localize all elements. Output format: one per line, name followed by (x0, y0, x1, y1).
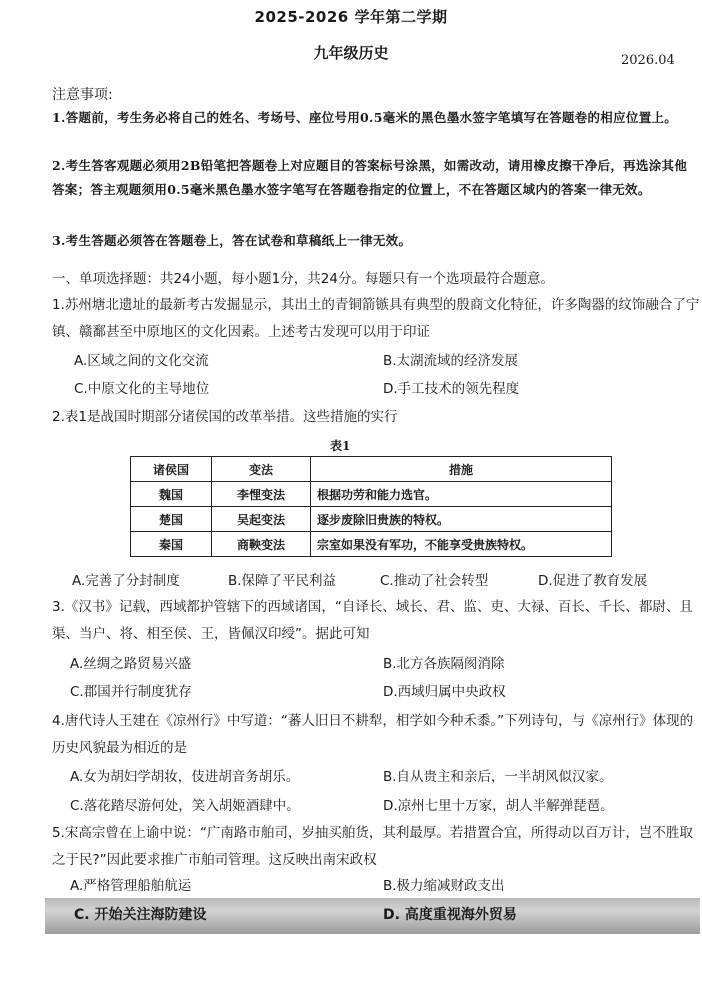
q3-option-d: D.西域归属中央政权 (383, 684, 506, 700)
table-row (131, 532, 612, 557)
notice-item-3: 3.考生答题必须答在答题卷上，答在试卷和草稿纸上一律无效。 (52, 233, 412, 248)
section-heading: 一、单项选择题：共24小题，每小题1分，共24分。每题只有一个选项最符合题意。 (52, 271, 554, 287)
question-1-stem: 1.苏州塘北遗址的最新考古发掘显示，其出土的青铜箭镞具有典型的殷商文化特征，许多陶器的纹饰融合了宁镇、赣鄱甚至中原地区的文化因素。上述考古发现可以用于印证 (52, 297, 700, 340)
q2-option-c: C.推动了社会转型 (380, 573, 489, 589)
q3-option-a: A.丝绸之路贸易兴盛 (70, 656, 192, 672)
school-year-title: 2025-2026 学年第二学期 (254, 8, 448, 26)
table-cell-reform: 吴起变法 (212, 507, 311, 532)
table-header-state: 诸侯国 (131, 457, 212, 482)
notice-item-2: 2.考生答客观题必须用2B铅笔把答题卷上对应题目的答案标号涂黑，如需改动，请用橡皮擦干净后，再选涂其他答案；答主观题须用0.5毫米黑色墨水签字笔写在答题卷指定的位置上，不在答题区域内的答案一律无效。 (52, 158, 688, 197)
q4-option-c: C.落花踏尽游何处，笑入胡姬酒肆中。 (70, 798, 300, 814)
table-cell-measure: 根据功劳和能力选官。 (311, 482, 612, 507)
table-cell-reform: 李悝变法 (212, 482, 311, 507)
question-5-stem: 5.宋高宗曾在上谕中说：“广南路市舶司，岁抽买舶货，其利最厚。若措置合宜，所得动以百万计，岂不胜取之于民?”因此要求推广市舶司管理。这反映出南宋政权 (52, 825, 693, 868)
q5-option-c: C. 开始关注海防建设 (74, 907, 207, 923)
q4-option-d: D.凉州七里十万家，胡人半解弹琵琶。 (383, 798, 614, 814)
table-header-reform: 变法 (212, 457, 311, 482)
table-header-row (131, 457, 612, 482)
table-cell-measure: 宗室如果没有军功，不能享受贵族特权。 (311, 532, 612, 557)
q4-option-a: A.女为胡妇学胡妆，伎进胡音务胡乐。 (70, 769, 300, 785)
notice-item-1: 1.答题前，考生务必将自己的姓名、考场号、座位号用0.5毫米的黑色墨水签字笔填写在答题卷的相应位置上。 (52, 110, 678, 125)
table-cell-measure: 逐步废除旧贵族的特权。 (311, 507, 612, 532)
table-row (131, 482, 612, 507)
q2-option-a: A.完善了分封制度 (72, 573, 180, 589)
q2-option-d: D.促进了教育发展 (538, 573, 648, 589)
subject-title: 九年级历史 (313, 44, 389, 62)
q1-option-c: C.中原文化的主导地位 (74, 381, 210, 397)
q3-option-c: C.郡国并行制度犹存 (70, 684, 192, 700)
q1-option-b: B.太湖流域的经济发展 (383, 353, 519, 369)
q2-option-b: B.保障了平民利益 (228, 573, 337, 589)
question-4-stem: 4.唐代诗人王建在《凉州行》中写道：“蕃人旧日不耕犁，相学如今种禾黍。”下列诗句，与《凉州行》体现的历史风貌最为相近的是 (52, 713, 694, 756)
q5-option-d: D. 高度重视海外贸易 (383, 907, 517, 923)
table-cell-reform: 商鞅变法 (212, 532, 311, 557)
table-cell-state: 魏国 (131, 482, 212, 507)
q5-option-b: B.极力缩减财政支出 (383, 878, 505, 894)
reform-table (130, 456, 612, 557)
q3-option-b: B.北方各族隔阂消除 (383, 656, 505, 672)
q4-option-b: B.自从贵主和亲后，一半胡风似汉家。 (383, 769, 613, 785)
table-row (131, 507, 612, 532)
q1-option-a: A.区域之间的文化交流 (74, 353, 209, 369)
question-3-stem: 3.《汉书》记载，西域都护管辖下的西域诸国，“自译长、域长、君、监、吏、大禄、百长、千长、都尉、且渠、当户、将、相至侯、王，皆佩汉印绶”。据此可知 (52, 599, 693, 642)
q1-option-d: D.手工技术的领先程度 (383, 381, 520, 397)
table-cell-state: 楚国 (131, 507, 212, 532)
table-caption: 表1 (330, 439, 351, 453)
question-2-stem: 2.表1是战国时期部分诸侯国的改革举措。这些措施的实行 (52, 409, 398, 425)
q5-option-a: A.严格管理船舶航运 (70, 878, 192, 894)
exam-date: 2026.04 (621, 53, 675, 68)
table-header-measure: 措施 (311, 457, 612, 482)
table-cell-state: 秦国 (131, 532, 212, 557)
notice-title: 注意事项: (52, 87, 113, 103)
